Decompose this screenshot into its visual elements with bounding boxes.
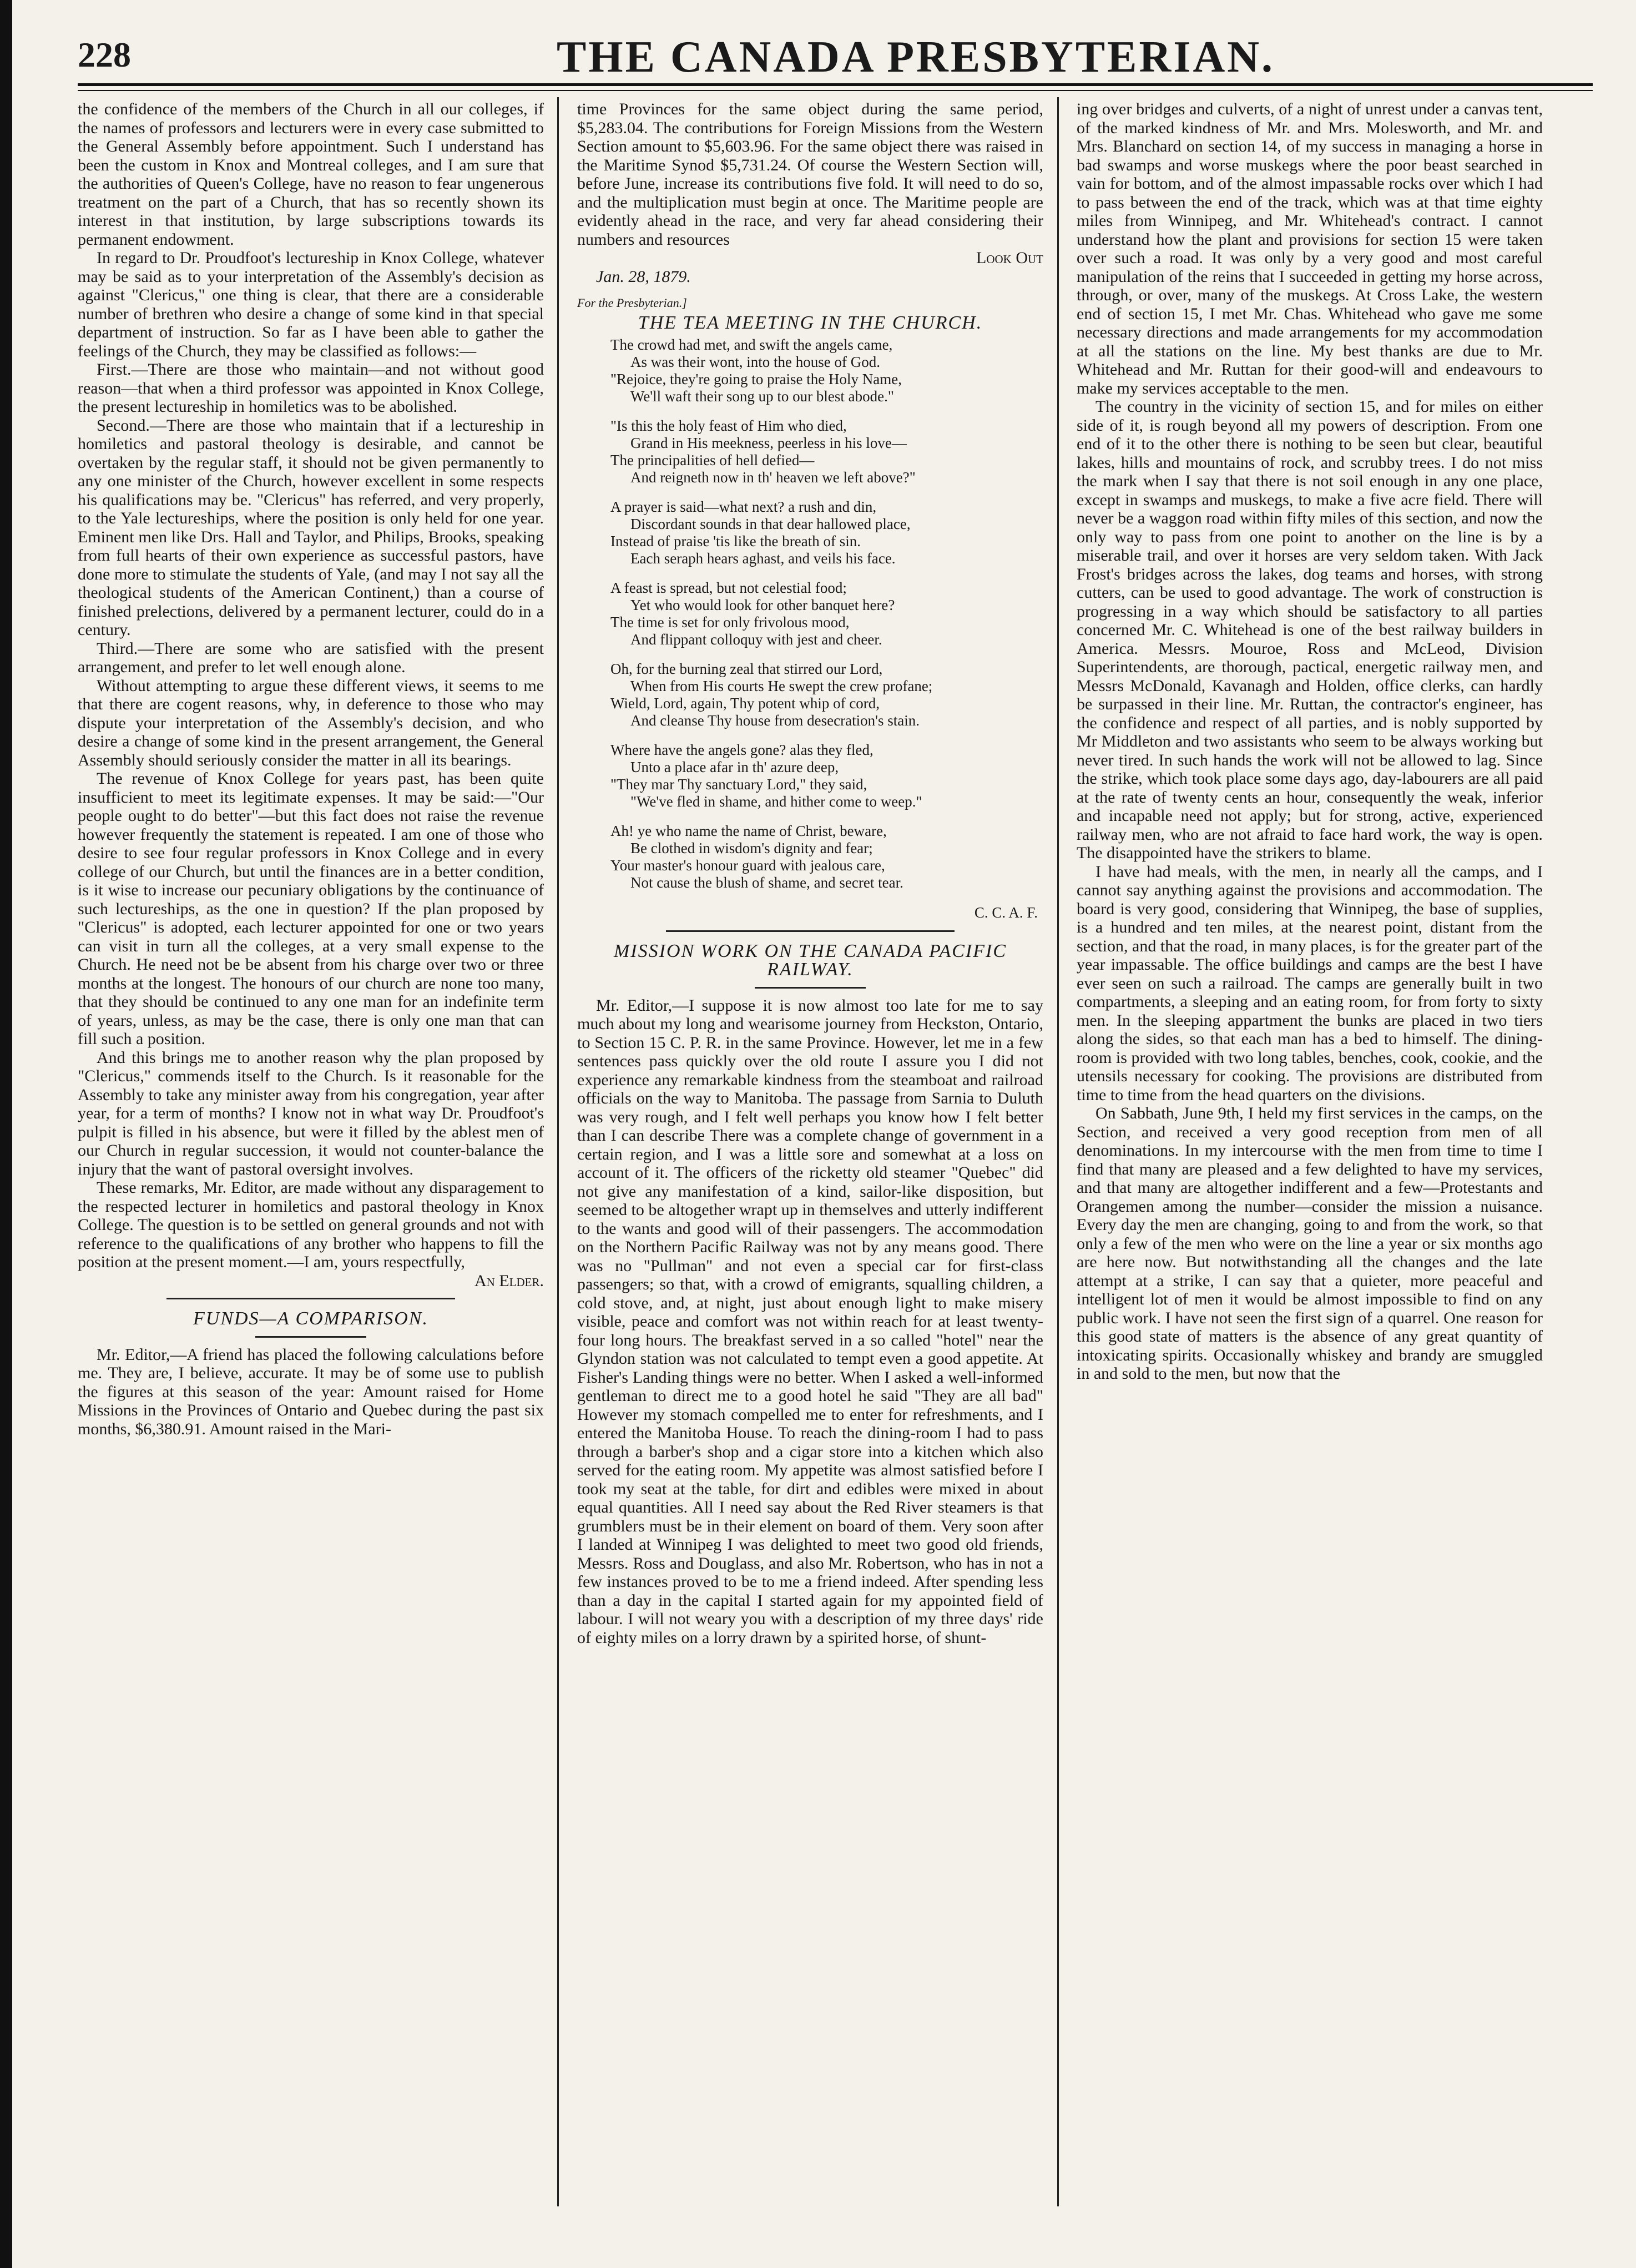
poem-title: THE TEA MEETING IN THE CHURCH.: [638, 312, 983, 333]
poem-line: A feast is spread, but not celestial food;: [610, 579, 847, 596]
section-rule: [666, 930, 955, 932]
column-divider-1: [557, 97, 559, 2206]
poem-line: "They mar Thy sanctuary Lord," they said,: [610, 776, 867, 793]
column-3: [1077, 100, 1543, 2209]
letter-paragraph: The revenue of Knox College for years past, has been quite insufficient to meet its legitimate expenses. It may be said:—"Our people ought to do better"—but this fact does not raise the revenue however frequently the statement is repeated. I am one of those who desire to see four regular professors in Knox College and in every college of our Church, but until the finances are in a better condition, is it wise to increase our pecuniary obligations by the continuance of such lectureships, as the one in question? If the plan proposed by "Clericus" is adopted, each lecturer appointed for one or two years can visit in turn all the colleges, at a very small expense to the Church. He need not be be absent from his charge over two or three months at the longest. The honours of our church are none too many, that they should be continued to any one man for an indefinite term of years, unless, as may be the case, there is only one man that can fill such a position.: [78, 769, 544, 1048]
masthead-title: THE CANADA PRESBYTERIAN.: [557, 33, 1275, 82]
poem-line: Yet who would look for other banquet here?: [630, 597, 895, 613]
column-divider-2: [1057, 97, 1059, 2206]
poem-stanza: [610, 579, 1043, 648]
mission-paragraph: Mr. Editor,—I suppose it is now almost too late for me to say much about my long and wearisome journey from Heckston, Ontario, to Section 15 C. P. R. in the same Province. However, let me in a few sentences pass quickly over the old route I assure you I did not experience any remarkable kindness from the steamboat and railroad officials on the way to Manitoba. The passage from Sarnia to Duluth was very rough, and I felt well perhaps you know how I felt better than I can describe There was a complete change of government in a certain region, and I was a little sore and somewhat at a loss on account of it. The officers of the ricketty old steamer "Quebec" did not give any manifestation of a kind, sailor-like disposition, but seemed to be altogether wrapt up in themselves and utterly indifferent to the wants and good will of their passengers. The accommodation on the Northern Pacific Railway was not by any means good. There was no "Pullman" and not even a special car for first-class passengers; so that, with a crowd of emigrants, squalling children, a cold stove, and, at night, just about enough light to make misery visible, peace and comfort was not within reach for at least twenty-four long hours. The breakfast served in a so called "hotel" near the Glyndon station was not calculated to tempt even a good appetite. At Fisher's Landing things were no better. When I asked a well-informed gentleman to direct me to a good hotel he said "They are all bad" However my stomach compelled me to enter for refreshments, and I entered the Manitoba House. To reach the dining-room I had to pass through a barber's shop and a cigar store into a kitchen which also served for the eating room. My appetite was almost satisfied before I took my seat at the table, for dirt and edibles were mixed in about equal quantities. All I need say about the Red River steamers is that grumblers must be in their element on board of them. Very soon after I landed at Winnipeg I was delighted to meet two good old friends, Messrs. Ross and Douglass, and also Mr. Robertson, who has in not a few instances proved to be to me a friend indeed. After spending less than a day in the capital I started again for my appointed field of labour. I will not weary you with a description of my three days' ride of eighty miles on a lorry drawn by a spirited horse, of shunt-: [577, 996, 1043, 1647]
binding-edge: [0, 0, 12, 2268]
poem-stanza: [610, 336, 1043, 405]
poem-line: Grand in His meekness, peerless in his love—: [630, 435, 907, 451]
column-1: [78, 100, 544, 2209]
poem-line: Not cause the blush of shame, and secret tear.: [630, 874, 903, 891]
poem-line: Oh, for the burning zeal that stirred our Lord,: [610, 661, 883, 677]
letter-paragraph: In regard to Dr. Proudfoot's lectureship in Knox College, whatever may be said as to your interpretation of the Assembly's decision as against "Clericus," one thing is clear, that there are a considerable number of brethren who desire a change of some kind in that special department of instruction. So far as I have been able to gather the feelings of the Church, they may be classified as follows:—: [78, 249, 544, 360]
poem-line: And flippant colloquy with jest and cheer.: [630, 631, 882, 648]
funds-paragraph: Mr. Editor,—A friend has placed the following calculations before me. They are, I believe, accurate. It may be of some use to publish the figures at this season of the year: Amount raised for Home Missions in the Provinces of Ontario and Quebec during the past six months, $6,380.91. Amount raised in the Mari-: [78, 1345, 544, 1438]
poem-line: Discordant sounds in that dear hallowed place,: [630, 516, 911, 532]
poem-stanza: [610, 417, 1043, 486]
poem-line: The principalities of hell defied—: [610, 452, 815, 468]
letter-paragraph: And this brings me to another reason why the plan proposed by "Clericus," commends itself to the Church. Is it reasonable for the Assembly to take any minister away from his congregation, year after year, for a term of months? I know not in what way Dr. Proudfoot's pulpit is filled in his absence, but were it filled by the ablest men of our Church in regular succession, it would not counter-balance the injury that the want of pastoral oversight involves.: [78, 1048, 544, 1178]
poem-line: Ah! ye who name the name of Christ, beware,: [610, 823, 887, 839]
poem-line: Where have the angels gone? alas they fled,: [610, 742, 873, 758]
poem-stanza: [610, 823, 1043, 891]
letter-signature: An Elder.: [474, 1271, 544, 1290]
poem-line: As was their wont, into the house of God.: [630, 354, 880, 370]
funds-signature: Look Out: [976, 249, 1043, 267]
letter-paragraph: the confidence of the members of the Church in all our colleges, if the names of professors and lecturers were in every case submitted to the General Assembly before appointment. Such I understand has been the custom in Knox and Montreal colleges, and I am sure that the authorities of Queen's College, have no reason to fear ungenerous treatment on the part of a Church, that has so recently shown its interest in that institution, by large subscriptions towards its permanent endowment.: [78, 100, 544, 249]
poem-stanza: [610, 661, 1043, 729]
letter-paragraph: These remarks, Mr. Editor, are made without any disparagement to the respected lecturer in homiletics and pastoral theology in Knox College. The question is to be settled on general grounds and not with reference to the qualifications of any brother who happens to fill the position at the present moment.—I am, yours respectfully,: [78, 1178, 544, 1271]
poem-stanza: [610, 498, 1043, 567]
poem-source: For the Presbyterian.]: [577, 296, 687, 310]
mission-paragraph: I have had meals, with the men, in nearly all the camps, and I cannot say anything against the provisions and accommodation. The board is very good, considering that Winnipeg, the base of supplies, is a hundred and ten miles, at the nearest point, distant from the section, and that the road, in many places, is for the greater part of the year impassable. The office buildings and camps are the best I have ever seen on such a railroad. The camps are generally built in two compartments, a sleeping and an eating room, for from forty to sixty men. In the sleeping appartment the bunks are placed in two tiers along the sides, so that each man has a bed to himself. The dining-room is provided with two long tables, benches, cook, cookie, and the utensils necessary for cooking. The provisions are distributed from time to time from the head quarters on the divisions.: [1077, 862, 1543, 1104]
poem-line: Instead of praise 'tis like the breath of sin.: [610, 533, 861, 550]
poem-line: Unto a place afar in th' azure deep,: [630, 759, 839, 775]
mission-paragraph: ing over bridges and culverts, of a night of unrest under a canvas tent, of the marked kindness of Mr. and Mrs. Molesworth, and Mr. and Mrs. Blanchard on section 14, of my success in managing a horse in bad swamps and worse muskegs where the poor beast searched in vain for bottom, and of the almost impassable rocks over which I had to pass between the end of the track, which was at that time eighty miles from Winnipeg, and Mr. Whitehead's contract. I cannot understand how the plant and provisions for section 15 were taken over such a road. It was only by a very good and most careful manipulation of the reins that I succeeded in getting my horse across, through, or over, many of the muskegs. At Cross Lake, the western end of section 15, I met Mr. Chas. Whitehead who gave me some necessary directions and made arrangements for my accommodation at all the stations on the line. My best thanks are due to Mr. Whitehead and Mr. Ruttan for their good-will and endeavours to make my services acceptable to the men.: [1077, 100, 1543, 397]
header-rule-thin: [78, 90, 1593, 91]
section-rule: [755, 987, 866, 989]
poem-line: The crowd had met, and swift the angels came,: [610, 336, 893, 353]
poem-line: The time is set for only frivolous mood,: [610, 614, 850, 631]
poem-line: Wield, Lord, again, Thy potent whip of cord,: [610, 695, 880, 712]
letter-paragraph: Second.—There are those who maintain that if a lectureship in homiletics and pastoral theology is desirable, and cannot be overtaken by the regular staff, it should not be given permanently to any one minister of the Church, however excellent in some respects his qualifications may be. "Clericus" has referred, and very properly, to the Yale lectureships, where the position is only held for one year. Eminent men like Drs. Hall and Taylor, and Philips, Brooks, speaking from full hearts of their own experience as successful pastors, have done more to stimulate the students of Yale, (and may I not say all the theological students of the American Continent,) than a course of finished prelections, delivered by a permanent lecturer, could do in a century.: [78, 416, 544, 639]
letter-paragraph: First.—There are those who maintain—and not without good reason—that when a third professor was appointed in Knox College, the present lectureship in homiletics was to be abolished.: [78, 360, 544, 416]
poem-line: And cleanse Thy house from desecration's stain.: [630, 712, 920, 729]
page-number: 228: [78, 35, 131, 74]
poem-signature: C. C. A. F.: [974, 904, 1038, 921]
mission-heading: MISSION WORK ON THE CANADA PACIFIC RAILWAY.: [613, 940, 1007, 980]
column-2: [577, 100, 1043, 2209]
funds-continued: time Provinces for the same object during the same period, $5,283.04. The contributions for Foreign Missions from the Western Section amount to $5,603.96. For the same object there was raised in the Maritime Synod $5,731.24. Of course the Western Section will, before June, increase its contributions five fold. It will need to do so, and the multiplication must begin at once. The Maritime people are evidently ahead in the race, and very far ahead considering their numbers and resources: [577, 100, 1043, 249]
poem-line: Each seraph hears aghast, and veils his face.: [630, 550, 896, 567]
mission-paragraph: The country in the vicinity of section 15, and for miles on either side of it, is rough beyond all my powers of description. From one end of it to the other there is nothing to be seen but clear, beautiful lakes, hills and mountains of rock, and scrubby trees. I do not miss the mark when I say that there is not soil enough in any one place, except in swamps and muskegs, to make a five acre field. There will never be a waggon road within fifty miles of this section, and now the only way to pass from one point to another on the line is by a miserable trail, and over it horses are very seldom taken. With Jack Frost's bridges across the lakes, dog teams and horses, with strong cutters, can be used to good advantage. The work of construction is progressing in a way which should be satisfactory to all parties concerned Mr. C. Whitehead is one of the best railway builders in America. Messrs. Mouroe, Ross and McLeod, Division Superintendents, are thorough, pactical, energetic railway men, and Messrs McDonald, Kavanagh and Holden, office clerks, can hardly be surpassed in their line. Mr. Ruttan, the contractor's engineer, has the confidence and respect of all parties, and is nobly supported by Mr Middleton and two assistants who seem to be always working but never tired. In such hands the work will not be allowed to lag. Since the strike, which took place some days ago, day-labourers are all paid at the rate of twenty cents an hour, consequently the weak, inferior and incapable need not apply; but for strong, active, experienced railway men, who are not afraid to face hard work, the way is open. The disappointed have the strikers to blame.: [1077, 397, 1543, 862]
section-rule: [166, 1298, 455, 1299]
poem: [610, 336, 1043, 891]
poem-line: Be clothed in wisdom's dignity and fear;: [630, 840, 873, 856]
letter-paragraph: Without attempting to argue these different views, it seems to me that there are cogent reasons, why, in deference to those who may dispute your interpretation of the Assembly's decision, and who desire a change of some kind in the present arrangement, the General Assembly should seriously consider the matter in all its bearings.: [78, 676, 544, 769]
funds-heading: FUNDS—A COMPARISON.: [193, 1308, 428, 1329]
poem-stanza: [610, 742, 1043, 810]
poem-line: "We've fled in shame, and hither come to weep.": [630, 793, 922, 810]
poem-line: A prayer is said—what next? a rush and din,: [610, 498, 877, 515]
letter-paragraph: Third.—There are some who are satisfied with the present arrangement, and prefer to let well enough alone.: [78, 639, 544, 676]
poem-line: When from His courts He swept the crew profane;: [630, 678, 933, 694]
poem-line: "Rejoice, they're going to praise the Holy Name,: [610, 371, 902, 387]
header-rule-thick: [78, 83, 1593, 86]
poem-line: And reigneth now in th' heaven we left above?": [630, 469, 916, 486]
poem-line: Your master's honour guard with jealous care,: [610, 857, 885, 874]
poem-line: We'll waft their song up to our blest abode.": [630, 388, 894, 405]
section-rule: [255, 1336, 366, 1338]
funds-date: Jan. 28, 1879.: [596, 267, 691, 286]
mission-paragraph: On Sabbath, June 9th, I held my first services in the camps, on the Section, and received a very good reception from men of all denominations. In my intercourse with the men from time to time I find that many are pleased and a few delighted to have my services, and that many are altogether indifferent and a few—Protestants and Orangemen among the number—consider the mission a nuisance. Every day the men are changing, going to and from the work, so that only a few of the men who were on the line a year or six months ago are here now. But notwithstanding all the changes and the late attempt at a strike, I can say that a quieter, more peaceful and intelligent lot of men it would be almost impossible to find on any public work. I have not seen the first sign of a quarrel. One reason for this good state of matters is the absence of any great quantity of intoxicating spirits. Occasionally whiskey and brandy are smuggled in and sold to the men, but now that the: [1077, 1104, 1543, 1383]
poem-line: "Is this the holy feast of Him who died,: [610, 417, 847, 434]
